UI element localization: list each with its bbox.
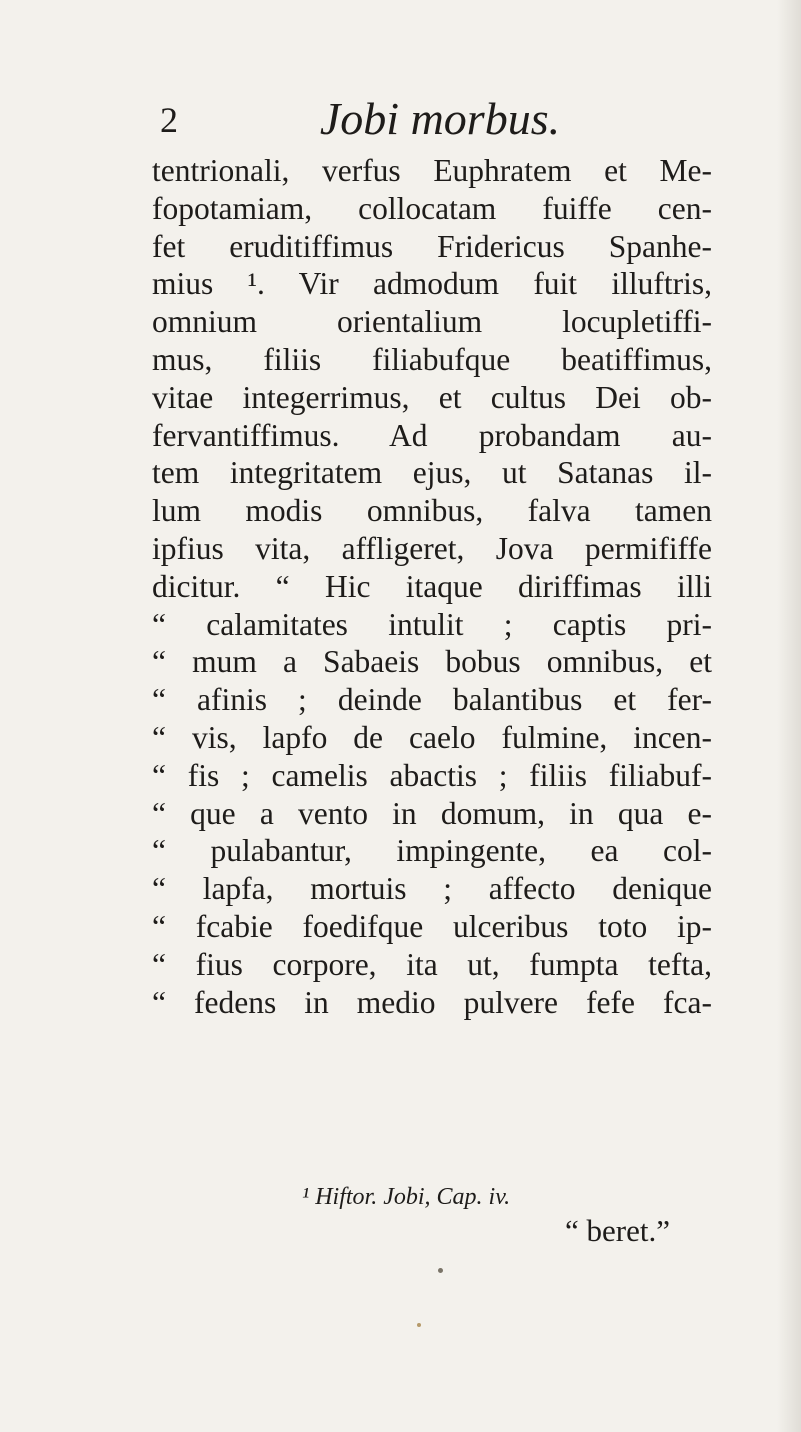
- page-edge-shadow: [777, 0, 801, 1432]
- text-line: tentrionali, verfus Euphratem et Me-: [152, 153, 712, 188]
- text-line: mus, filiis filiabufque beatiffimus,: [152, 341, 712, 377]
- text-line: ipfius vita, affligeret, Jova permififfe: [152, 530, 712, 566]
- text-line: lum modis omnibus, falva tamen: [152, 493, 712, 529]
- body-text: [152, 152, 712, 1021]
- text-line: “ fedens in medio pulvere fefe fca-: [152, 984, 712, 1020]
- text-line: omnium orientalium locupletiffi-: [152, 304, 712, 340]
- ink-speck: [417, 1323, 421, 1327]
- ink-speck: [438, 1268, 443, 1273]
- footnote: ¹ Hiftor. Jobi, Cap. iv.: [302, 1184, 511, 1210]
- text-line: fet eruditiffimus Fridericus Spanhe-: [152, 228, 712, 264]
- text-line: “ fis ; camelis abactis ; filiis filiabuf-: [152, 757, 712, 793]
- text-line: “ vis, lapfo de caelo fulmine, incen-: [152, 719, 712, 755]
- page-number: 2: [160, 100, 178, 140]
- catchword: “ beret.”: [565, 1213, 670, 1248]
- text-line: mius ¹. Vir admodum fuit illuftris,: [152, 266, 712, 302]
- text-line: “ lapfa, mortuis ; affecto denique: [152, 871, 712, 907]
- text-line: “ pulabantur, impingente, ea col-: [152, 833, 712, 869]
- text-line: dicitur. “ Hic itaque diriffimas illi: [152, 568, 712, 604]
- text-line: “ fcabie foedifque ulceribus toto ip-: [152, 908, 712, 944]
- text-line: vitae integerrimus, et cultus Dei ob-: [152, 379, 712, 415]
- text-line: “ que a vento in domum, in qua e-: [152, 795, 712, 831]
- text-line: tem integritatem ejus, ut Satanas il-: [152, 455, 712, 491]
- text-line: “ mum a Sabaeis bobus omnibus, et: [152, 644, 712, 680]
- text-line: fopotamiam, collocatam fuiffe cen-: [152, 190, 712, 226]
- text-line: “ afinis ; deinde balantibus et fer-: [152, 682, 712, 718]
- running-title: Jobi morbus.: [319, 93, 561, 144]
- text-line: “ fius corpore, ita ut, fumpta tefta,: [152, 946, 712, 982]
- running-head: [160, 93, 720, 146]
- text-line: fervantiffimus. Ad probandam au-: [152, 417, 712, 453]
- text-line: “ calamitates intulit ; captis pri-: [152, 606, 712, 642]
